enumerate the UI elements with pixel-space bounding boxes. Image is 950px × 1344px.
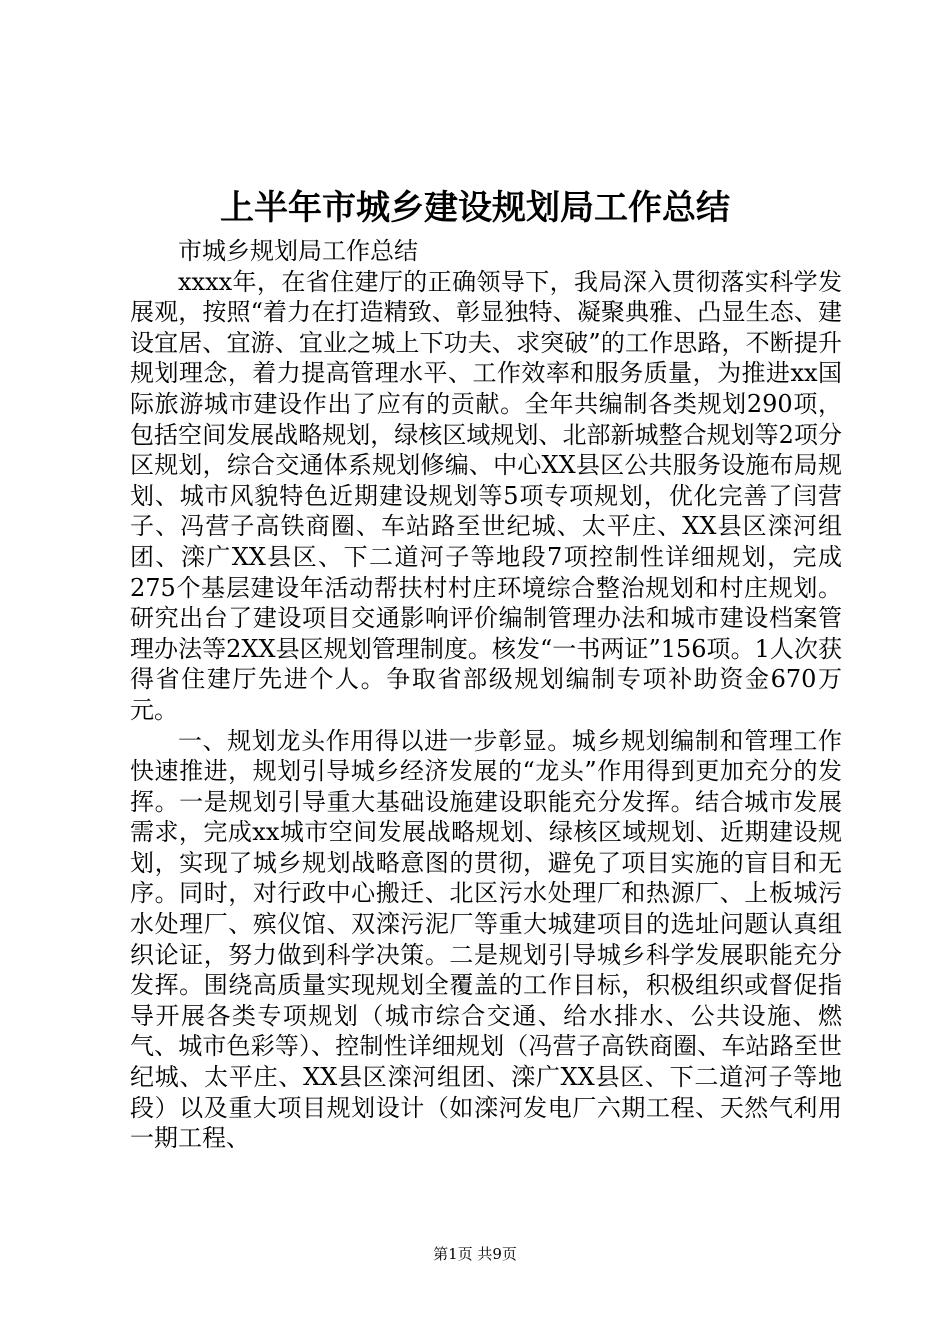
page-title: 上半年市城乡建设规划局工作总结: [220, 188, 730, 228]
page-footer: 第1页 共9页: [433, 1245, 517, 1263]
section-heading: 市城乡规划局工作总结: [178, 237, 418, 265]
body-paragraph: xxxx年，在省住建厅的正确领导下，我局深入贯彻落实科学发展观，按照“着力在打造精致、彰显独特、凝聚典雅、凸显生态、建设宜居、宜游、宜业之城上下功夫、求突破”的工作思路，不断提升规划理念，着力提高管理水平、工作效率和服务质量，为推进xx国际旅游城市建设作出了应有的贡献。全年共编制各类规划290项，包括空间发展战略规划，绿核区域规划、北部新城整合规划等2项分区规划，综合交通体系规划修编、中心XX县区公共服务设施布局规划、城市风貌特色近期建设规划等5项专项规划，优化完善了闫营子、冯营子高铁商圈、车站路至世纪城、太平庄、XX县区滦河组团、滦广XX县区、下二道河子等地段7项控制性详细规划，完成275个基层建设年活动帮扶村村庄环境综合整治规划和村庄规划。研究出台了建设项目交通影响评价编制管理办法和城市建设档案管理办法等2XX县区规划管理制度。核发“一书两证”156项。1人次获得省住建厅先进个人。争取省部级规划编制专项补助资金670万元。: [130, 267, 842, 724]
document-body: [130, 236, 842, 1154]
body-paragraph: 一、规划龙头作用得以进一步彰显。城乡规划编制和管理工作快速推进，规划引导城乡经济发展的“龙头”作用得到更加充分的发挥。一是规划引导重大基础设施建设职能充分发挥。结合城市发展需求，完成xx城市空间发展战略规划、绿核区域规划、近期建设规划，实现了城乡规划战略意图的贯彻，避免了项目实施的盲目和无序。同时，对行政中心搬迁、北区污水处理厂和热源厂、上板城污水处理厂、殡仪馆、双滦污泥厂等重大城建项目的选址问题认真组织论证，努力做到科学决策。二是规划引导城乡科学发展职能充分发挥。围绕高质量实现规划全覆盖的工作目标，积极组织或督促指导开展各类专项规划（城市综合交通、给水排水、公共设施、燃气、城市色彩等）、控制性详细规划（冯营子高铁商圈、车站路至世纪城、太平庄、XX县区滦河组团、滦广XX县区、下二道河子等地段）以及重大项目规划设计（如滦河发电厂六期工程、天然气利用一期工程、: [130, 726, 842, 1153]
